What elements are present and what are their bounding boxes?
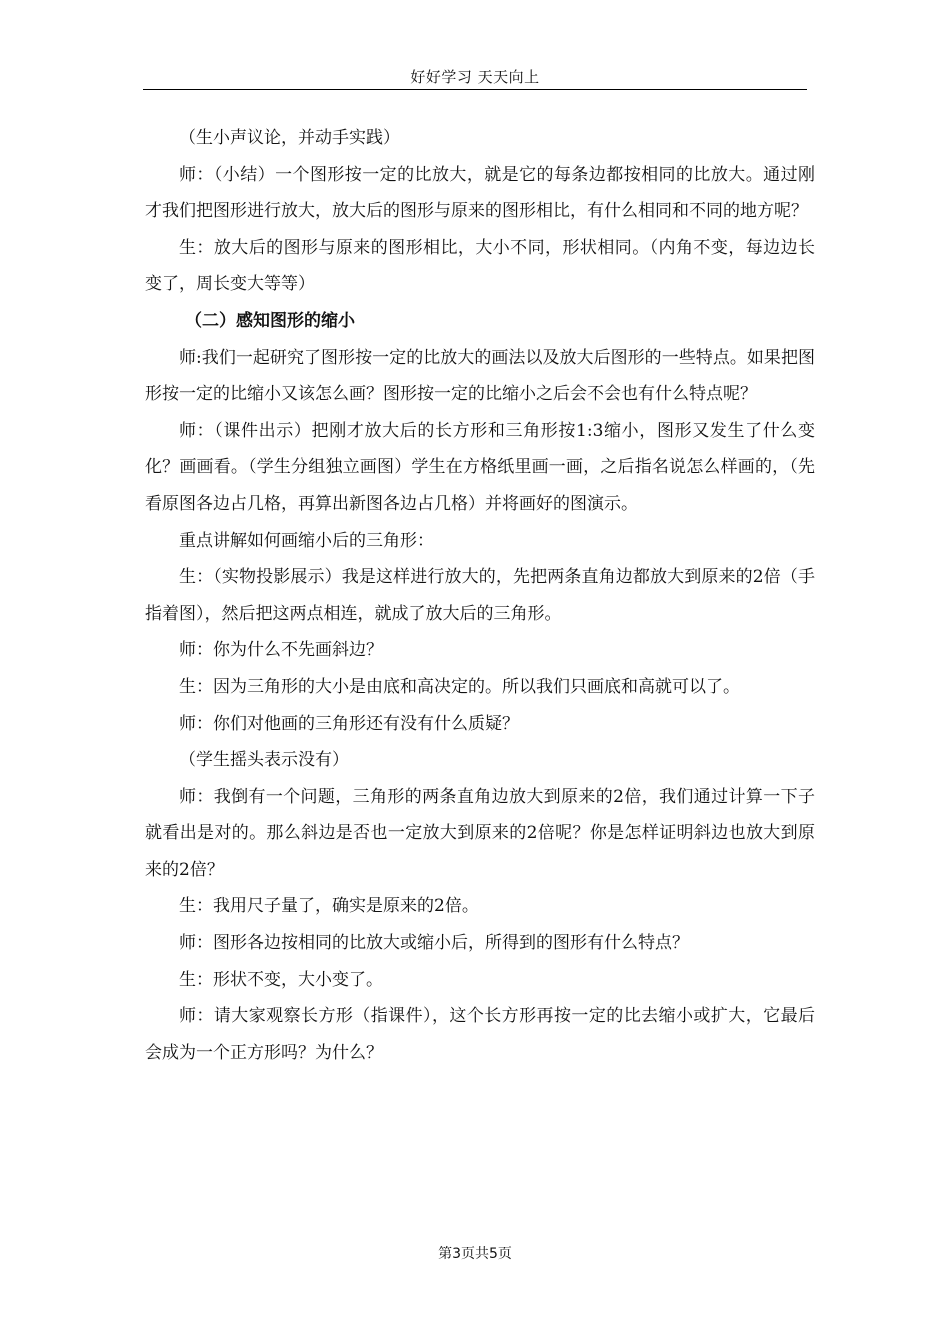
- paragraph-students-shake-head: （学生摇头表示没有）: [179, 750, 349, 771]
- header-rule: [143, 89, 807, 90]
- paragraph-teacher-problem: 师：我倒有一个问题，三角形的两条直角边放大到原来的2倍，我们通过计算一下子就看出是对的。那么斜边是否也一定放大到原来的2倍呢？你是怎样证明斜边也放大到原来的2倍？: [145, 786, 815, 880]
- page-header: 好好学习 天天向上: [410, 68, 540, 86]
- document-body: [145, 120, 815, 1071]
- paragraph-teacher-courseware: 师：（课件出示）把刚才放大后的长方形和三角形按1:3缩小，图形又发生了什么变化？画画看。（学生分组独立画图）学生在方格纸里画一画，之后指名说怎么样画的，（先看原图各边占几格，再算出新图各边占几格）并将画好的图演示。: [145, 420, 815, 514]
- paragraph-student-projection: 生：（实物投影展示）我是这样进行放大的，先把两条直角边都放大到原来的2倍（手指着图），然后把这两点相连，就成了放大后的三角形。: [145, 567, 815, 624]
- page-number: 第3页共5页: [438, 1246, 512, 1262]
- section-heading-shrink: （二）感知图形的缩小: [185, 310, 355, 331]
- paragraph-focus-triangle: 重点讲解如何画缩小后的三角形：: [179, 530, 434, 551]
- paragraph-student-base-height: 生：因为三角形的大小是由底和高决定的。所以我们只画底和高就可以了。: [179, 676, 740, 697]
- paragraph-student-ruler: 生：我用尺子量了，确实是原来的2倍。: [179, 896, 479, 917]
- paragraph-student-discussion: （生小声议论，并动手实践）: [179, 128, 400, 148]
- paragraph-teacher-intro-shrink: 师:我们一起研究了图形按一定的比放大的画法以及放大后图形的一些特点。如果把图形按一定的比缩小又该怎么画？图形按一定的比缩小之后会不会也有什么特点呢？: [145, 347, 815, 405]
- paragraph-teacher-features: 师：图形各边按相同的比放大或缩小后，所得到的图形有什么特点？: [179, 933, 689, 954]
- paragraph-teacher-doubt: 师：你们对他画的三角形还有没有什么质疑？: [179, 713, 519, 734]
- paragraph-student-shape-size: 生：形状不变，大小变了。: [179, 969, 383, 990]
- paragraph-teacher-rectangle: 师：请大家观察长方形（指课件），这个长方形再按一定的比去缩小或扩大，它最后会成为一个正方形吗？为什么？: [145, 1006, 815, 1063]
- paragraph-teacher-hypotenuse-question: 师：你为什么不先画斜边？: [179, 640, 383, 661]
- paragraph-student-answer-enlarge: 生：放大后的图形与原来的图形相比，大小不同，形状相同。（内角不变，每边边长变了，周长变大等等）: [145, 237, 815, 295]
- paragraph-teacher-summary: 师：（小结）一个图形按一定的比放大，就是它的每条边都按相同的比放大。通过刚才我们把图形进行放大，放大后的图形与原来的图形相比，有什么相同和不同的地方呢？: [145, 164, 815, 222]
